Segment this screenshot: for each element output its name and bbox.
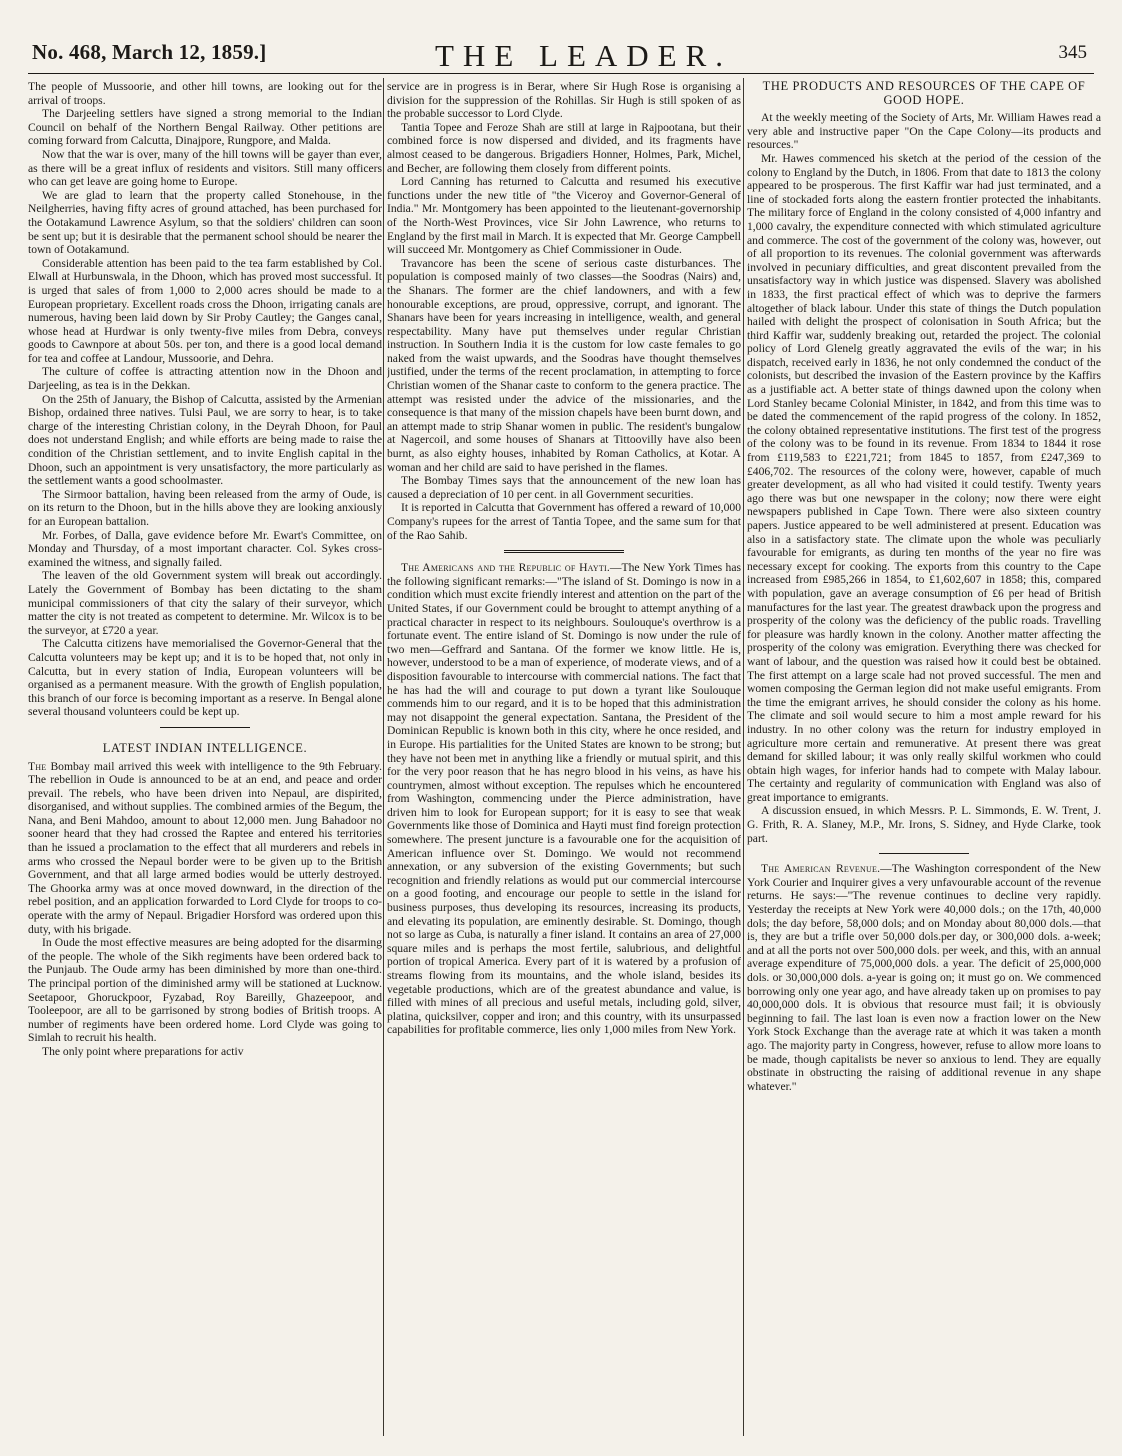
paragraph-text: "The island of St. Domingo is now in a condition which must excite friendly interest and attention on the part of the United States, if our Government could be brought to attempt anything of a practical character in respect to its neighbours. Soulouque's overthrow is a fortunate event. The entire island of St. Domingo is now under the rule of two men—Geffrard and Santana. Of the former we know little. He is, however, understood to be a man of experience, of moderate views, and of a disposition favourable to intercourse with commercial nations. The fact that he has had the will and courage to put down a tyrant like Soulouque commends him to our regard, and it is to be hoped that this administration may not disappoint the general expectation. Santana, the President of the Dominican Republic is known both in this city, where he once resided, and in Europe. His partialities for the United States are known to be strong; but they have not been met in anything like a friendly or mutual spirit, and this for the very poor reason that he has negro blood in his veins, as have his countrymen, almost without exception. The repulses which he encountered from Washington, commencing under the Pierce administration, have driven him to look for European support; for it is easy to see that weak Governments like those of Dominica and Hayti must find foreign protection somewhere. The present juncture is a favourable one for the acquisition of American influence over St. Domingo. We would not recommend annexation, or any subversion of the existing Governments; but such recognition and friendly relations as would put our commercial intercourse on a good footing, and encourage our people to settle in the island for business purposes, thus developing its resources, increasing its products, and elevating its population, are eminently desirable. St. Domingo, though not so large as Cuba, is naturally a finer island. It contains an area of 27,000 square miles and is perhaps the most fertile, salubrious, and delightful portion of tropical America. Every part of it is watered by a profusion of streams flowing from its mountains, and the whole island, besides its vegetable productions, which are of the greatest abundance and value, is filled with mines of all precious and useful metals, including gold, silver, platina, quicksilver, copper and iron; and this country, with its unsurpassed capabilities for profitable commerce, lies only 1,000 miles from New York. [387, 574, 741, 1037]
source-attribution: —The New York Times has the following significant remarks:— [387, 561, 741, 588]
article-paragraph [387, 561, 741, 1037]
article-paragraph: The Bombay Times says that the announcement of the new loan has caused a depreciation of 10 per cent. in all Government securities. [387, 474, 741, 501]
column-1 [28, 80, 382, 1442]
article-paragraph: The people of Mussoorie, and other hill towns, are looking out for the arrival of troops. [28, 80, 382, 107]
paragraph-text: "The revenue continues to decline very rapidly. Yesterday the receipts at New York were 40,000 dols.; on the 17th, 40,000 dols; the day before, 58,000 dols; and on Monday about 80,000 dols.—that is, they are but a trifle over 50,000 dols.per day, or 300,000 dols. a-week; and at all the ports not over 500,000 dols. per week, and this, with an annual average expenditure of 75,000,000 dols. a year. The deficit of 25,000,000 dols. or 30,000,000 dols. a-year is going on; it must go on. We commenced borrowing only one year ago, and have already taken up on promises to pay 40,000,000 dols. It is obvious that resource must fail; it is obviously beginning to fail. The last loan is even now a fraction lower on the New York Stock Exchange than the average rate at which it was taken a month ago. The majority party in Congress, however, refuse to allow more loans to be made, though capitalists be never so anxious to lend. They are equally obstinate in obstructing the raising of additional revenue in any shape whatever." [747, 889, 1101, 1093]
source-attribution: —The Washington correspondent of the New York Courier and Inquirer gives a very unfavourable account of the revenue returns. He says:— [747, 862, 1101, 903]
article-paragraph: The culture of coffee is attracting attention now in the Dhoon and Darjeeling, as tea is in the Dekkan. [28, 365, 382, 393]
column-divider [743, 78, 744, 1436]
article-paragraph: Considerable attention has been paid to the tea farm established by Col. Elwall at Hurbunswala, in the Dhoon, which has proved most successful. It is urged that sales of from 1,000 to 2,000 acres should be made to a European proprietary. Excellent roads cross the Dhoon, irrigating canals are numerous, having been laid down by Sir Proby Cautley; the Ganges canal, whose head at Hurdwar is only twenty-five miles from Debra, conveys goods to Cawnpore at about 50s. per ton, and there is a good local demand for tea and coffee at Landour, Mussoorie, and Dehra. [28, 256, 382, 365]
section-heading: THE PRODUCTS AND RESOURCES OF THE CAPE OF GOOD HOPE. [762, 80, 1086, 107]
article-paragraph: The Sirmoor battalion, having been released from the army of Oude, is on its return to the Dhoon, but in the hills above they are looking anxiously for an European battalion. [28, 487, 382, 528]
article-paragraph: Tantia Topee and Feroze Shah are still at large in Rajpootana, but their combined force is now dispersed and divided, and its fragments have almost ceased to be dangerous. Brigadiers Honner, Holmes, Park, Michel, and Becher, are following them closely from different points. [387, 120, 741, 175]
column-3 [747, 80, 1101, 1442]
newspaper-title: THE LEADER. [435, 38, 733, 73]
article-paragraph [28, 760, 382, 937]
section-separator [160, 727, 250, 728]
article-paragraph [747, 862, 1101, 1093]
column-2 [387, 80, 741, 1442]
paragraph-text: Bombay mail arrived this week with intelligence to the 9th February. The rebellion in Oude is announced to be at an end, and peace and order prevail. The rebels, who have been driven into Nepaul, are dispirited, disorganised, and without supplies. The combined armies of the Begum, the Nana, and Beni Mahdoo, amount to about 12,000 men. Jung Bahadoor no sooner heard that they had crossed the Raptee and entered his territories than he issued a proclamation to the effect that all murderers and rebels in arms who crossed the Nepaul border were to be given up to the British Government, and that all large armed bodies would be utterly destroyed. The Ghoorka army was at once moved downward, in the direction of the rebel position, and an application forwarded to Lord Clyde for troops to co-operate with the army of Nepaul. Brigadier Horsford was ordered upon this duty, with his brigade. [28, 759, 382, 936]
lead-in: The American Revenue. [761, 862, 881, 876]
article-paragraph: Travancore has been the scene of serious caste disturbances. The population is composed mainly of two classes—the Soodras (Nairs) and, the Shanars. The former are the chief landowners, and with a few honourable exceptions, are proud, oppressive, corrupt, and ignorant. The Shanars have been for years increasing in intelligence, wealth, and general respectability. Many have put themselves under regular Christian instruction. In Southern India it is the custom for low caste females to go naked from the waist upwards, and the Soodras have thought themselves justified, under the terms of the recent proclamation, in attempting to force Christian women of the Shanar caste to conform to the genera practice. The attempt was resisted under the advice of the missionaries, and the consequence is that many of the mission chapels have been burnt down, and an attempt made to strip Shanar women in public. The resident's bungalow at Nagercoil, and some houses of Shanars at Tittoovilly have also been burnt, as also eighty houses, inhabited by Roman Catholics, at Kotar. A woman and her child are said to have perished in the flames. [387, 256, 741, 474]
article-paragraph: The Darjeeling settlers have signed a strong memorial to the Indian Council on behalf of the Northern Bengal Railway. Other petitions are coming forward from Calcutta, Dinajpore, Rungpore, and Malda. [28, 107, 382, 148]
page-number: 345 [1058, 42, 1087, 63]
article-paragraph: Mr. Forbes, of Dalla, gave evidence before Mr. Ewart's Committee, on Monday and Thursday, of a most important character. Col. Sykes cross-examined the witness, and signally failed. [28, 528, 382, 569]
section-separator [879, 853, 969, 854]
page-header [0, 0, 1122, 80]
lead-in: The [28, 759, 47, 773]
article-paragraph: We are glad to learn that the property called Stonehouse, in the Neilgherries, having fifty acres of ground attached, has been purchased for the Ootakamund Lawrence Asylum, so that the soldiers' children can soon be sent up; but it is desirable that the permanent school should be nearer the town of Ootakamund. [28, 188, 382, 257]
article-paragraph: Now that the war is over, many of the hill towns will be gayer than ever, as there will be a great influx of residents and visitors. Still many officers who can get leave are going home to Europe. [28, 147, 382, 189]
article-paragraph: service are in progress is in Berar, where Sir Hugh Rose is organising a division for the suppression of the Rohillas. Sir Hugh is still spoken of as the probable successor to Lord Clyde. [387, 80, 741, 121]
section-heading: LATEST INDIAN INTELLIGENCE. [102, 740, 308, 755]
header-rule [28, 73, 1094, 74]
article-paragraph: In Oude the most effective measures are being adopted for the disarming of the people. The whole of the Sikh regiments have been ordered back to the Punjaub. The Oude army has been diminished by more than one-third. The principal portion of the diminished army will be stationed at Lucknow. Seetapoor, Ghoruckpoor, Fyzabad, Roy Bareilly, Ghazeepoor, and Tooleepoor, are all to be garrisoned by strong bodies of British troops. A number of regiments have been ordered home. Lord Clyde was going to Simlah to recruit his health. [28, 936, 382, 1045]
article-paragraph: The leaven of the old Government system will break out accordingly. Lately the Government of Bombay has been dictating to the sham municipal commissioners of that city the salary of their surveyor, which matter the city is not treated as competent to determine. Mr. Wilcox is to be the surveyor, at £720 a year. [28, 569, 382, 637]
article-paragraph: On the 25th of January, the Bishop of Calcutta, assisted by the Armenian Bishop, ordained three natives. Tulsi Paul, we are sorry to hear, is to take charge of the interesting Christian colony, in the Deyrah Dhoon, for Paul does not understand English; and while efforts are being made to raise the condition of the Christian settlement, and to invite English capital in the Dhoon, such an appointment is very unsatisfactory, the more particularly as the settlement wants a good schoolmaster. [28, 392, 382, 488]
issue-number: No. 468, March 12, 1859.] [32, 40, 267, 64]
section-separator [504, 550, 624, 553]
column-divider [383, 78, 384, 1436]
article-paragraph: The Calcutta citizens have memorialised the Governor-General that the Calcutta volunteers may be kept up; and it is to be hoped that, not only in Calcutta, but in every station of India, European volunteers will be organised as a permanent measure. With the growth of English population, this branch of our force is becoming important as a reserve. In Bengal alone several thousand volunteers could be kept up. [28, 637, 382, 719]
article-paragraph: Lord Canning has returned to Calcutta and resumed his executive functions under the new title of "the Viceroy and Governor-General of India." Mr. Montgomery has been appointed to the lieutenant-governorship of the North-West Provinces, vice Sir John Lawrence, who returns to England by the first mail in March. It is expected that Mr. George Campbell will succeed Mr. Montgomery as Chief Commissioner in Oude. [387, 175, 741, 257]
article-paragraph: A discussion ensued, in which Messrs. P. L. Simmonds, E. W. Trent, J. G. Frith, R. A. Slaney, M.P., Mr. Irons, S. Sidney, and Hyde Clarke, took part. [747, 804, 1101, 845]
article-paragraph: The only point where preparations for activ [42, 1044, 244, 1058]
article-paragraph: It is reported in Calcutta that Government has offered a reward of 10,000 Company's rupees for the arrest of Tantia Topee, and the same sum for that of the Rao Sahib. [387, 501, 741, 542]
article-paragraph: Mr. Hawes commenced his sketch at the period of the cession of the colony to England by the Dutch, in 1806. From that date to 1813 the colony appeared to be prosperous. The first Kaffir war had just terminated, and a line of stockaded forts along the eastern frontier protected the inhabitants. The military force of England in the colony consisted of 4,000 infantry and 1,000 cavalry, the expenditure connected with which stimulated agriculture and commerce. The cost of the government of the colony was, however, out of all proportion to its revenues. The colonial government was afterwards involved in pecuniary difficulties, and great discontent prevailed from the unsatisfactory way in which justice was dispensed. Slavery was abolished in 1833, the first practical effect of which was to deprive the farmers altogether of black labour. Under this state of things the Dutch population hailed with delight the prospect of colonisation in South Africa; but the third Kaffir war, suddenly breaking out, retarded the project. The colonial policy of Lord Glenelg greatly aggravated the evils of the war; in his dispatch, received early in 1836, he not only condemned the conduct of the colonists, but described the invasion of the Eastern province by the Kaffirs as a justifiable act. A better state of things dawned upon the colony when Lord Stanley became Colonial Minister, in 1842, and from this time was to be dated the commencement of the rapid progress of the colony. In 1852, the colony obtained representative institutions. The first test of the progress of the colony was to be found in its revenue. From 1834 to 1844 it rose from £119,583 to £221,721; from 1845 to 1857, from £247,369 to £406,702. The resources of the colony were, however, capable of much greater development, as all who had visited it could testify. Twenty years ago there was but one newspaper in the colony; now there were eight newspapers published in Cape Town. There were also sixteen country papers. Justice appeared to be well administered at present. Education was also in a satisfactory state. The climate upon the whole was peculiarly favourable for emigrants, as during ten months of the year no fire was necessary except for cooking. The exports from this country to the Cape increased from £985,266 in 1854, to £1,602,607 in 1858; this, compared with population, gave an average consumption of £6 per head of British manufactures for the last year. The greatest drawback upon the progress and prosperity of the colony was the deficiency of the public roads. Travelling for pleasure was hardly known in the colony. Another matter affecting the prosperity of the colony was emigration. Everything there was checked for want of labour, and the question was raised how it could best be obtained. The first attempt on a large scale had not proved successful. The men and women composing the German legion did not make useful emigrants. From the time the emigrant arrives, he should consider the colony as his home. The climate and soil would secure to him a most ample reward for his industry. In no other colony was the return for industry employed in agriculture more certain and remunerative. At present there was great demand for skilled labour; it was only really skilful workmen who could obtain high wages, for inferior hands had to compete with Malay labour. The certainty and regularity of communication with England was also of great importance to emigrants. [747, 151, 1101, 804]
lead-in: The Americans and the Republic of Hayti. [401, 561, 610, 575]
article-paragraph: At the weekly meeting of the Society of Arts, Mr. William Hawes read a very able and instructive paper "On the Cape Colony—its products and resources." [747, 111, 1101, 152]
